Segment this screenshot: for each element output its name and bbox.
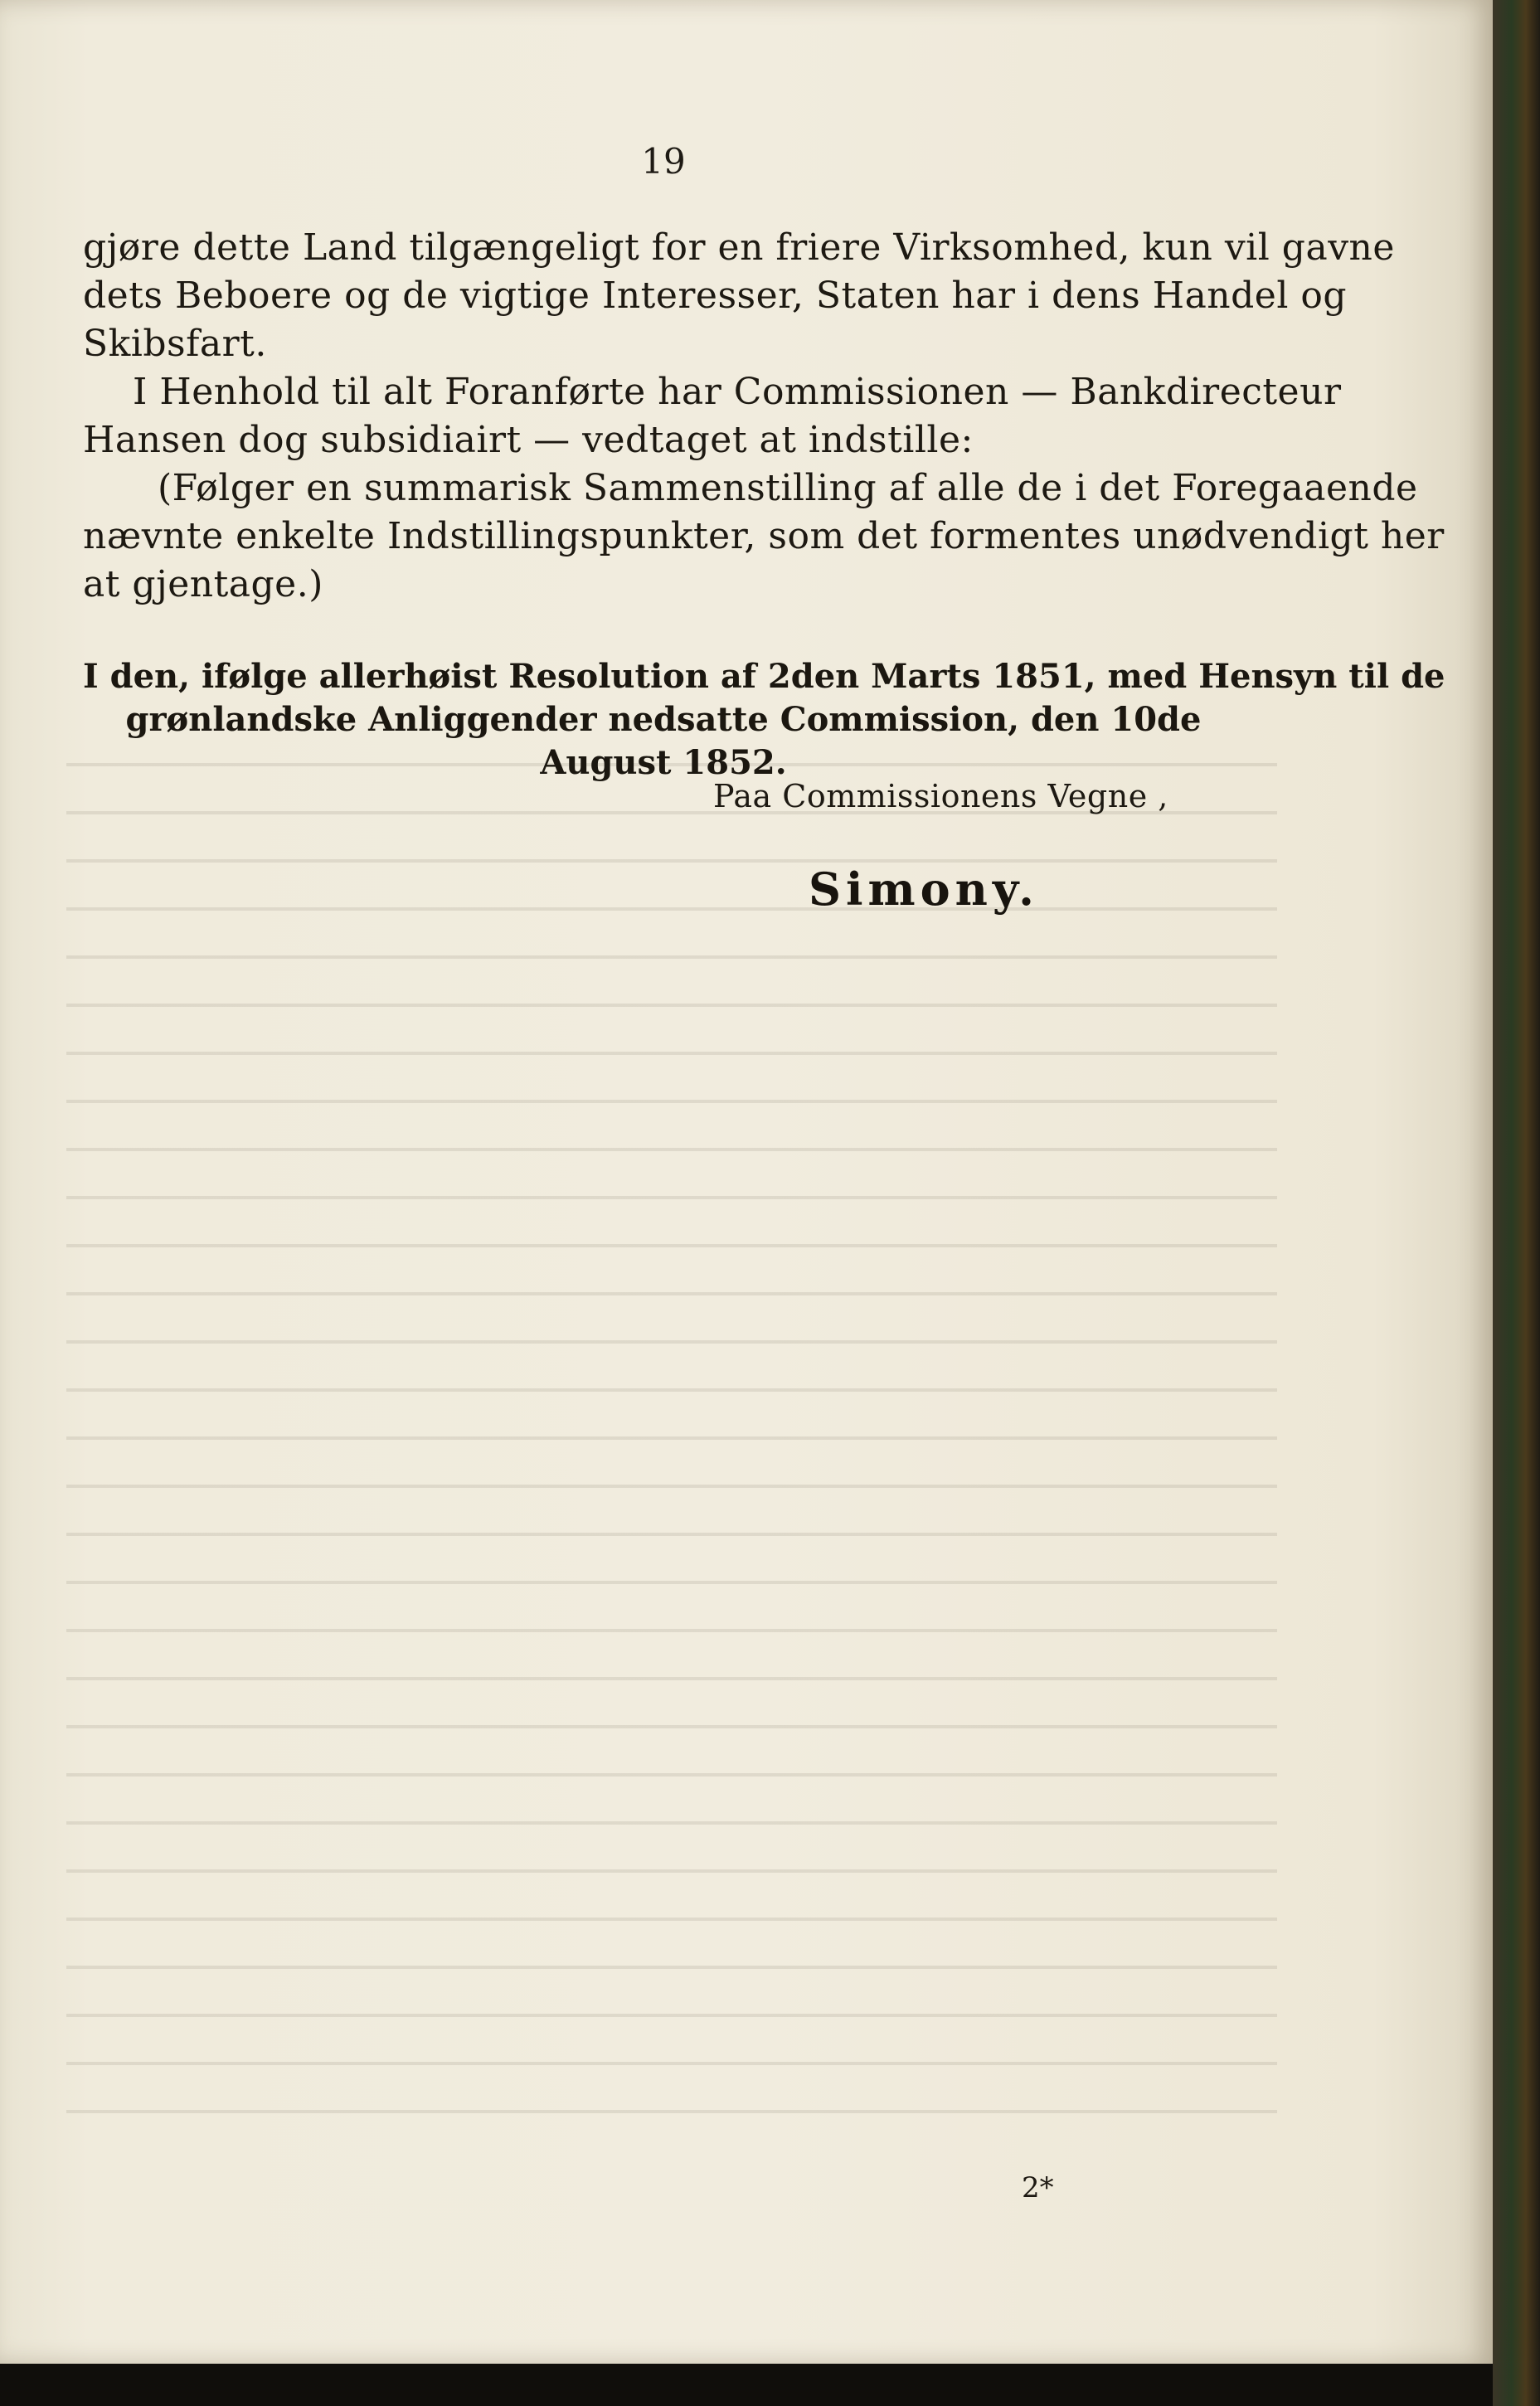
bottom-shadow [0, 2364, 1493, 2406]
text-line: Skibsfart. [83, 323, 267, 365]
page-number: 19 [641, 141, 686, 182]
bleed-through-text [66, 730, 1277, 2156]
resolution-line-1: I den, ifølge allerhøist Resolution af 2den Marts 1851, med Hensyn til de [83, 657, 1445, 696]
resolution-statement [83, 655, 1445, 785]
text-line: dets Beboere og de vigtige Interesser, Staten har i dens Handel og [83, 275, 1348, 317]
resolution-line-2: grønlandske Anliggender nedsatte Commission, den 10de August 1852. [125, 700, 1202, 782]
text-line: Hansen dog subsidiairt — vedtaget at indstille: [83, 419, 974, 461]
paragraph-3-end [83, 561, 1244, 609]
text-line: I Henhold til alt Foranførte har Commissionen — Bankdirecteur [133, 371, 1342, 413]
on-behalf-of-commission: Paa Commissionens Vegne , [713, 778, 1168, 814]
paragraph-1 [83, 224, 1395, 320]
text-line: nævnte enkelte Indstillingspunkter, som det formentes unødvendigt her [83, 515, 1445, 557]
text-line: at gjentage.) [83, 563, 323, 605]
book-spine-edge [1493, 0, 1540, 2406]
signature: Simony. [809, 863, 1039, 916]
text-line: gjøre dette Land tilgængeligt for en friere Virksomhed, kun vil gavne [83, 226, 1395, 269]
text-line: (Følger en summarisk Sammenstilling af alle de i det Foregaaende [158, 467, 1418, 509]
paragraph-2 [83, 368, 1342, 416]
paragraph-2-end [83, 416, 1244, 464]
paragraph-3 [83, 464, 1418, 513]
paragraph-1-end [83, 320, 1244, 368]
paragraph-3-mid [83, 513, 1445, 561]
sheet-signature-mark: 2* [1022, 2171, 1054, 2204]
